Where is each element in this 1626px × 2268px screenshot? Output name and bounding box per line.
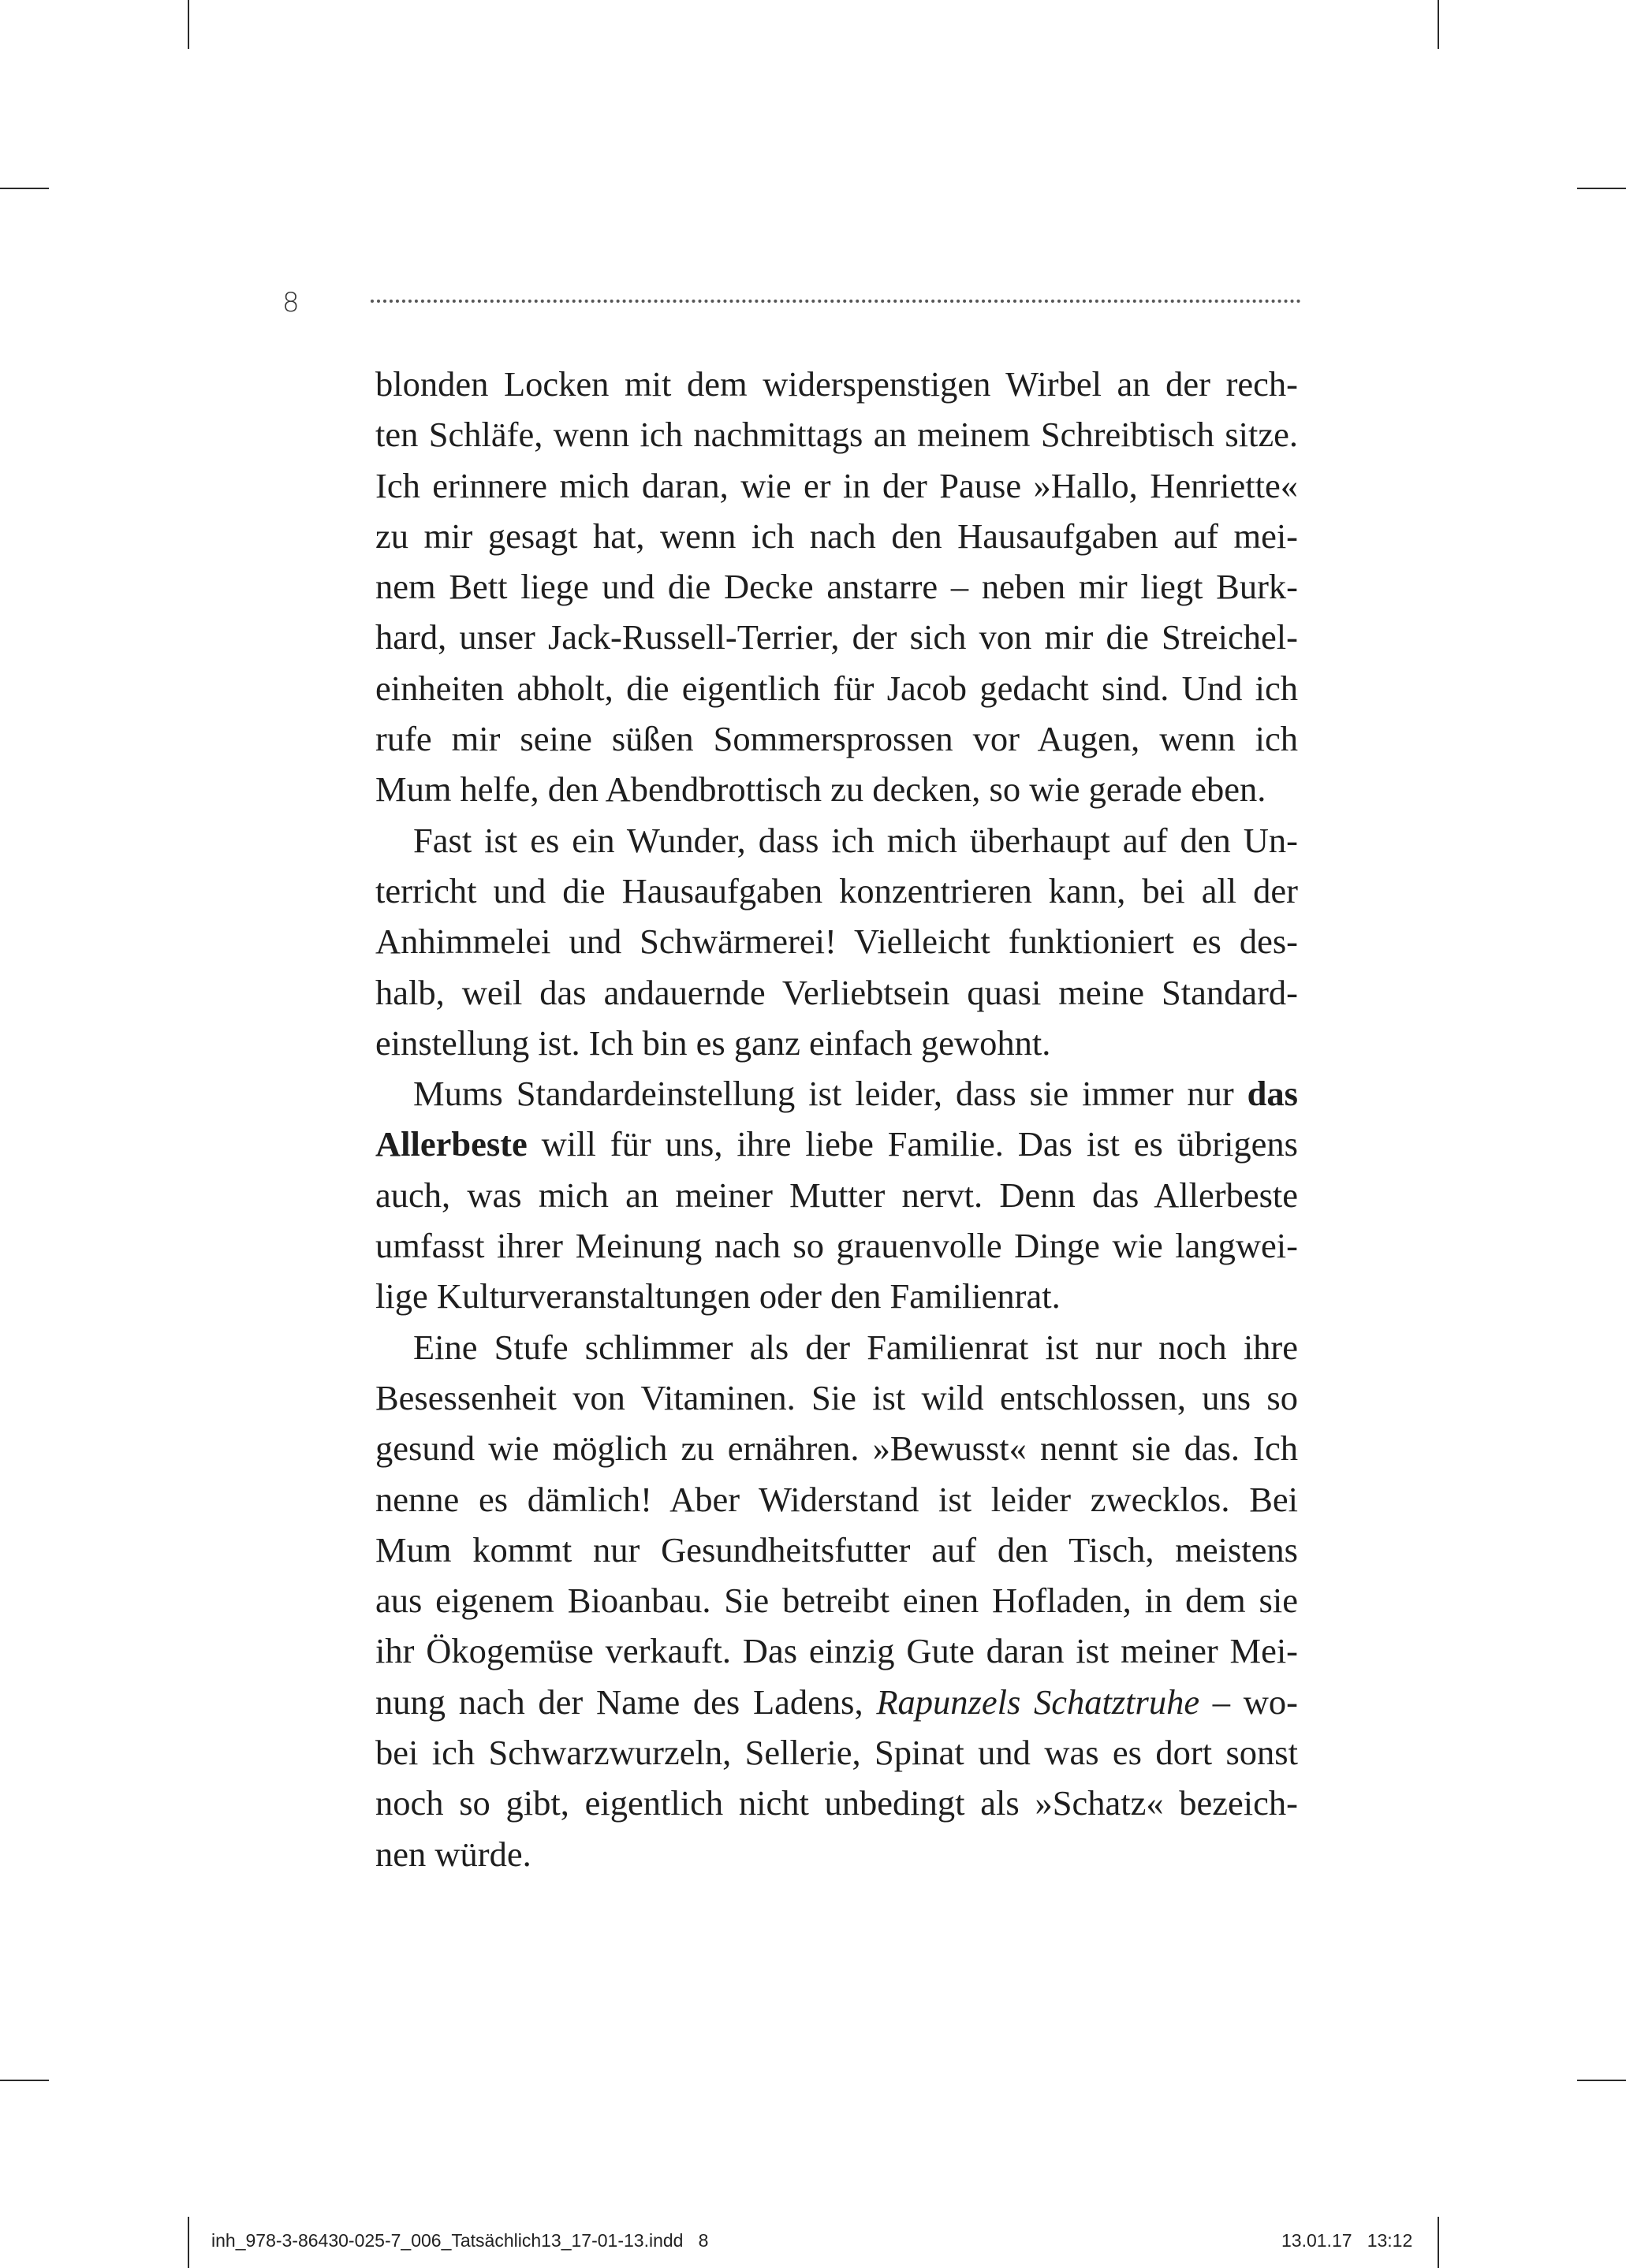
text-line: halb, weil das andauernde Verliebtsein quasi meine Standard- [375, 972, 1298, 1012]
text-line: gesund wie möglich zu ernähren. »Bewusst« nennt sie das. Ich [375, 1428, 1298, 1469]
text-line: einstellung ist. Ich bin es ganz einfach gewohnt. [375, 1022, 1051, 1063]
page-number: 8 [282, 287, 300, 318]
text-line: nenne es dämlich! Aber Widerstand ist leider zwecklos. Bei [375, 1479, 1298, 1519]
text-line: noch so gibt, eigentlich nicht unbedingt als »Schatz« bezeich- [375, 1783, 1298, 1823]
bold-emphasis: Allerbeste [375, 1124, 528, 1164]
paragraph-1 [375, 359, 1298, 815]
text-line: einheiten abholt, die eigentlich für Jacob gedacht sind. Und ich [375, 668, 1298, 708]
text-line: aus eigenem Bioanbau. Sie betreibt einen Hofladen, in dem sie [375, 1581, 1298, 1621]
text-line [375, 1068, 1298, 1119]
text-line: terricht und die Hausaufgaben konzentrieren kann, bei all der [375, 870, 1298, 911]
text-run: – wo- [1199, 1681, 1298, 1722]
text-line: Eine Stufe schlimmer als der Familienrat ist nur noch ihre [413, 1327, 1298, 1367]
paragraph-2 [375, 815, 1298, 1068]
text-line: umfasst ihrer Meinung nach so grauenvolle Dinge wie langwei- [375, 1226, 1298, 1266]
text-line: Mum helfe, den Abendbrottisch zu decken, so wie gerade eben. [375, 769, 1266, 810]
header-dotted-rule [371, 300, 1301, 303]
text-line: nen würde. [375, 1834, 531, 1874]
text-line: rufe mir seine süßen Sommersprossen vor Augen, wenn ich [375, 719, 1298, 759]
text-line: auch, was mich an meiner Mutter nervt. Denn das Allerbeste [375, 1175, 1298, 1215]
body-text [375, 359, 1298, 1879]
text-line [375, 1119, 1298, 1169]
text-line: Mum kommt nur Gesundheitsfutter auf den Tisch, meistens [375, 1529, 1298, 1570]
text-run: Mums Standardeinstellung ist leider, dass sie immer nur [413, 1074, 1247, 1114]
text-line: hard, unser Jack-Russell-Terrier, der sich von mir die Streichel- [375, 617, 1298, 657]
bold-emphasis: das [1247, 1074, 1298, 1114]
text-line: lige Kulturveranstaltungen oder den Familienrat. [375, 1276, 1061, 1316]
crop-mark-left-lower [0, 2080, 49, 2081]
text-line [375, 1677, 1298, 1727]
text-run: will für uns, ihre liebe Familie. Das ist es übrigens [527, 1124, 1298, 1164]
text-line: Fast ist es ein Wunder, dass ich mich überhaupt auf den Un- [413, 820, 1298, 860]
text-line: ten Schläfe, wenn ich nachmittags an meinem Schreibtisch sitze. [375, 415, 1298, 455]
crop-mark-bottom-right [1438, 2217, 1439, 2268]
italic-title: Rapunzels Schatztruhe [876, 1681, 1200, 1722]
text-line: ihr Ökogemüse verkauft. Das einzig Gute daran ist meiner Mei- [375, 1631, 1298, 1671]
text-line: Ich erinnere mich daran, wie er in der Pause »Hallo, Henriette« [375, 465, 1298, 505]
crop-mark-bottom-left [188, 2217, 189, 2268]
crop-mark-top-left [188, 0, 189, 49]
text-run: nung nach der Name des Ladens, [375, 1681, 877, 1722]
text-line: bei ich Schwarzwurzeln, Sellerie, Spinat und was es dort sonst [375, 1733, 1298, 1773]
slug-date-time: 13.01.17 13:12 [1281, 2230, 1413, 2251]
paragraph-3 [375, 1068, 1298, 1321]
crop-mark-top-right [1438, 0, 1439, 49]
text-line: Besessenheit von Vitaminen. Sie ist wild entschlossen, uns so [375, 1377, 1298, 1417]
paragraph-4 [375, 1322, 1298, 1879]
crop-mark-right-lower [1577, 2080, 1626, 2081]
slug-filename: inh_978-3-86430-025-7_006_Tatsächlich13_17-01-13.indd 8 [211, 2230, 709, 2251]
text-line: nem Bett liege und die Decke anstarre – neben mir liegt Burk- [375, 567, 1298, 607]
crop-mark-right-upper [1577, 188, 1626, 189]
crop-mark-left-upper [0, 188, 49, 189]
text-line: Anhimmelei und Schwärmerei! Vielleicht funktioniert es des- [375, 922, 1298, 962]
text-line: blonden Locken mit dem widerspenstigen Wirbel an der rech- [375, 364, 1298, 404]
text-line: zu mir gesagt hat, wenn ich nach den Hausaufgaben auf mei- [375, 516, 1298, 556]
